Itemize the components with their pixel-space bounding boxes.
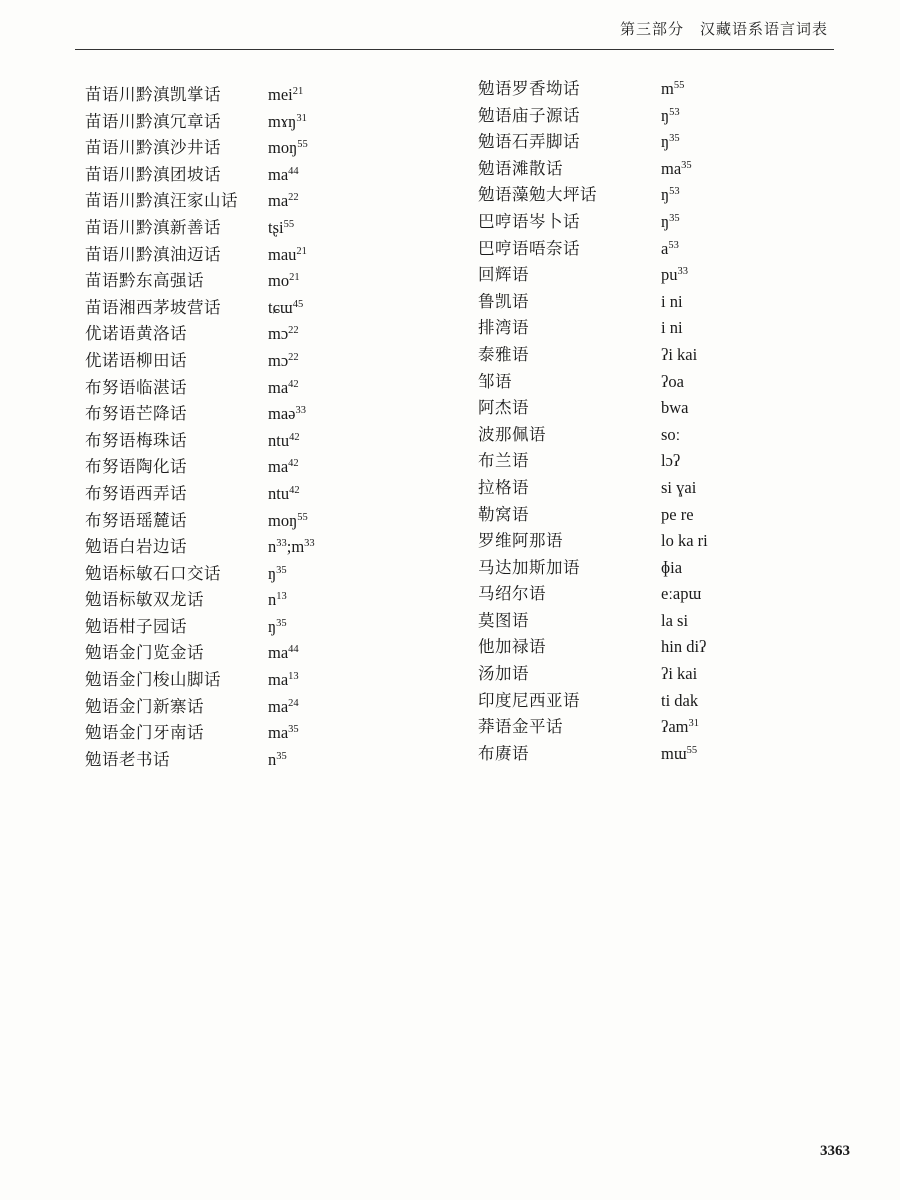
tone-number: 55 [297,511,308,523]
word-base: mo [268,271,290,291]
language-name: 苗语川黔滇团坡话 [85,164,221,184]
word-entry-row [85,321,425,348]
word-base: n [268,537,277,557]
word-base: lo ka ri [661,531,708,551]
word-entry-row [478,262,818,289]
word-entry-row [478,369,818,396]
word-form [268,348,299,375]
word-base: ma [268,723,289,743]
language-name: 勉语柑子园话 [85,616,187,636]
word-form [661,289,683,316]
word-base: ŋ [268,563,277,583]
tone-number-alt: 33 [304,538,315,550]
word-form [661,236,679,263]
header-rule [75,49,834,50]
word-entry-row [478,634,818,661]
word-form [661,369,684,396]
word-base: ntu [268,430,290,450]
word-entry-row [478,209,818,236]
word-base: ʔoa [661,371,684,391]
word-base: la si [661,610,689,630]
word-entry-row [85,667,425,694]
word-form [661,555,682,582]
language-name: 勉语罗香坳话 [478,79,580,98]
language-name: 勉语金门牙南话 [85,723,204,743]
word-base: mɔ [268,324,289,344]
word-entry-row [85,694,425,721]
language-name: 苗语川黔滇油迈话 [85,244,221,264]
word-entry-row [85,720,425,747]
word-form [661,262,688,289]
language-name: 苗语川黔滇沙井话 [85,138,221,158]
language-name: 优诺语柳田话 [85,350,187,370]
language-name: 布努语芒降话 [85,404,187,424]
word-base: ma [268,670,289,690]
tone-number: 35 [681,160,692,172]
tone-number: 35 [288,724,299,736]
word-entry-row [478,555,818,582]
word-entry-row [478,528,818,555]
language-name: 波那佩语 [478,424,546,444]
word-form [661,661,697,688]
word-base: ŋ [661,105,670,125]
tone-number: 31 [688,718,699,730]
word-entry-row [478,661,818,688]
word-entry-row [478,315,818,342]
language-name: 回辉语 [478,265,529,285]
word-entry-row [85,614,425,641]
language-name: 罗维阿那语 [478,531,563,551]
tone-number: 53 [669,106,680,118]
word-base-alt: ;m [286,537,305,557]
tone-number: 55 [297,139,308,151]
word-base: ma [661,158,682,178]
word-base: tʂi [268,217,284,237]
word-entry-row [85,401,425,428]
language-name: 布兰语 [478,451,529,471]
word-form [268,667,299,694]
word-entry-row [85,481,425,508]
language-name: 他加禄语 [478,637,546,657]
language-name: 苗语湘西茅坡营话 [85,297,221,317]
word-entry-row [478,182,818,209]
word-entry-row [478,289,818,316]
word-entry-row [85,162,425,189]
language-name: 勉语金门览金话 [85,643,204,663]
language-name: 勉语石弄脚话 [478,132,580,152]
word-form [268,375,299,402]
language-name: 布努语临湛话 [85,377,187,397]
word-base: mɔ [268,350,289,370]
word-base: mau [268,244,297,264]
word-form [661,741,697,768]
word-form [268,268,300,295]
word-base: ma [268,191,289,211]
tone-number: 55 [686,745,698,757]
word-entry-row [85,242,425,269]
tone-number: 33 [677,266,688,278]
tone-number: 45 [292,298,304,310]
word-base: ʔam [661,717,689,737]
language-name: 布努语梅珠话 [85,430,187,450]
word-base: ntu [268,483,290,503]
word-form [661,156,692,183]
word-form [268,188,299,215]
word-form [268,109,307,136]
left-column [85,82,425,773]
tone-number: 42 [288,458,299,470]
language-name: 勉语老书话 [85,749,170,769]
page-header [0,0,900,60]
word-base: n [268,590,277,610]
word-base: tɕɯ [268,297,293,317]
word-base: pu [661,265,678,285]
tone-number: 33 [295,405,306,417]
language-name: 排湾语 [478,318,529,338]
tone-number: 42 [289,485,300,497]
word-entry-row [85,188,425,215]
word-base: ma [268,377,289,397]
word-base: ŋ [661,211,670,231]
language-name: 布赓语 [478,743,529,763]
word-entry-row [478,156,818,183]
word-entry-row [85,348,425,375]
word-form [661,634,706,661]
word-base: mɯ [661,743,687,763]
word-form [268,321,299,348]
word-form [661,182,680,209]
word-base: ma [268,164,289,184]
word-base: eːapɯ [661,584,702,604]
word-entry-row [478,688,818,715]
language-name: 苗语川黔滇冗章话 [85,111,221,131]
word-base: i ni [661,318,683,338]
tone-number: 22 [288,325,299,337]
tone-number: 35 [669,133,680,145]
word-base: n [268,749,277,769]
tone-number: 21 [289,272,300,284]
word-entry-row [478,714,818,741]
word-form [661,448,680,475]
tone-number: 35 [276,564,287,576]
language-name: 布努语陶化话 [85,457,187,477]
language-name: 苗语川黔滇凯掌话 [85,85,221,104]
word-form [268,295,303,322]
tone-number: 35 [669,213,680,225]
word-entry-row [478,129,818,156]
word-entry-row [85,454,425,481]
word-form [268,242,307,269]
language-name: 勉语标敏双龙话 [85,590,204,610]
word-base: ma [268,457,289,477]
language-name: 苗语川黔滇汪家山话 [85,191,238,211]
language-name: 勉语藻勉大坪话 [478,185,597,205]
tone-number: 55 [283,219,295,231]
word-form [268,82,303,109]
language-name: 巴哼语岑卜话 [478,211,580,231]
word-form [661,528,708,555]
language-name: 苗语川黔滇新善话 [85,217,221,237]
word-base: ʔi kai [661,344,698,364]
tone-number: 31 [296,112,307,124]
tone-number: 13 [288,671,299,683]
word-base: m [661,79,674,98]
language-name: 莽语金平话 [478,717,563,737]
word-form [661,129,680,156]
tone-number: 35 [276,751,287,763]
language-name: 莫图语 [478,610,529,630]
word-form [268,561,287,588]
language-name: 勒窝语 [478,504,529,524]
word-form [268,215,294,242]
word-form [268,135,308,162]
word-form [661,209,680,236]
language-name: 勉语标敏石口交话 [85,563,221,583]
word-form [661,103,680,130]
right-column [478,76,818,767]
word-base: ma [268,696,289,716]
word-form [268,587,287,614]
word-form [268,481,300,508]
tone-number: 44 [288,166,299,178]
page-number: 3363 [820,1143,850,1159]
word-form [661,395,689,422]
word-entry-row [85,428,425,455]
word-base: si ɣai [661,477,697,497]
word-base: ŋ [661,185,670,205]
language-name: 苗语黔东高强话 [85,271,204,291]
word-entry-row [478,741,818,768]
word-entry-row [85,587,425,614]
word-form [268,162,299,189]
language-name: 勉语滩散话 [478,158,563,178]
word-base: moŋ [268,510,298,530]
language-name: 拉格语 [478,477,529,497]
tone-number: 13 [276,591,287,603]
word-form [661,714,699,741]
word-base: mɤŋ [268,111,297,131]
word-form [268,614,287,641]
word-entry-row [85,375,425,402]
word-entry-row [85,640,425,667]
tone-number: 21 [292,86,304,98]
language-name: 勉语白岩边话 [85,537,187,557]
word-entry-row [85,109,425,136]
word-base: ŋ [268,616,277,636]
word-entry-row [85,295,425,322]
header-title: 第三部分 汉藏语系语言词表 [619,20,828,38]
word-form [268,454,299,481]
word-entry-row [478,103,818,130]
word-form [268,534,315,561]
word-entry-row [85,747,425,774]
language-name: 印度尼西亚语 [478,690,580,710]
word-entry-row [478,76,818,103]
language-name: 布努语瑶麓话 [85,510,187,530]
word-form [661,608,688,635]
word-entry-row [478,236,818,263]
tone-number: 42 [289,431,300,443]
word-base: ɸia [661,557,683,577]
word-form [661,76,684,103]
word-base: moŋ [268,138,298,158]
word-entry-row [478,448,818,475]
word-form [661,475,696,502]
tone-number: 55 [673,80,685,92]
word-entry-row [478,475,818,502]
word-entry-row [478,395,818,422]
language-name: 勉语金门梭山脚话 [85,670,221,690]
word-base: a [661,238,669,258]
word-form [268,508,308,535]
word-base: mei [268,85,293,104]
tone-number: 44 [288,644,299,656]
word-base: ʔi kai [661,664,698,684]
word-form [661,342,697,369]
word-base: i ni [661,291,683,311]
tone-number: 22 [288,192,299,204]
word-base: ŋ [661,132,670,152]
language-name: 邹语 [478,371,512,391]
word-form [661,315,683,342]
word-entry-row [85,215,425,242]
word-form [268,640,299,667]
word-entry-row [85,561,425,588]
word-entry-row [478,581,818,608]
language-name: 泰雅语 [478,344,529,364]
word-base: hin diʔ [661,637,707,657]
word-base: lɔʔ [661,451,681,471]
word-entry-row [478,342,818,369]
word-form [268,747,287,774]
word-form [268,428,300,455]
word-entry-row [478,502,818,529]
language-name: 勉语庙子源话 [478,105,580,125]
word-entry-row [478,422,818,449]
language-name: 鲁凯语 [478,291,529,311]
word-base: maə [268,404,296,424]
word-entry-row [85,82,425,109]
word-entry-row [85,534,425,561]
word-entry-row [85,135,425,162]
word-base: soː [661,424,681,444]
word-form [268,720,299,747]
tone-number: 21 [296,245,307,257]
word-form [268,401,306,428]
language-name: 优诺语黄洛话 [85,324,187,344]
language-name: 勉语金门新寨话 [85,696,204,716]
word-entry-row [85,508,425,535]
tone-number: 22 [288,352,299,364]
language-name: 马绍尔语 [478,584,546,604]
word-form [268,694,299,721]
word-entry-row [85,268,425,295]
word-form [661,502,694,529]
language-name: 汤加语 [478,664,529,684]
tone-number: 33 [276,538,287,550]
language-name: 巴哼语唔奈话 [478,238,580,258]
tone-number: 53 [668,239,679,251]
word-base: bwa [661,398,689,418]
language-name: 阿杰语 [478,398,529,418]
word-form [661,688,698,715]
tone-number: 35 [276,618,287,630]
tone-number: 53 [669,186,680,198]
word-entry-row [478,608,818,635]
word-base: ma [268,643,289,663]
tone-number: 24 [288,697,299,709]
language-name: 马达加斯加语 [478,557,580,577]
word-form [661,581,701,608]
word-base: pe re [661,504,694,524]
tone-number: 42 [288,378,299,390]
word-form [661,422,680,449]
language-name: 布努语西弄话 [85,483,187,503]
word-base: ti dak [661,690,699,710]
